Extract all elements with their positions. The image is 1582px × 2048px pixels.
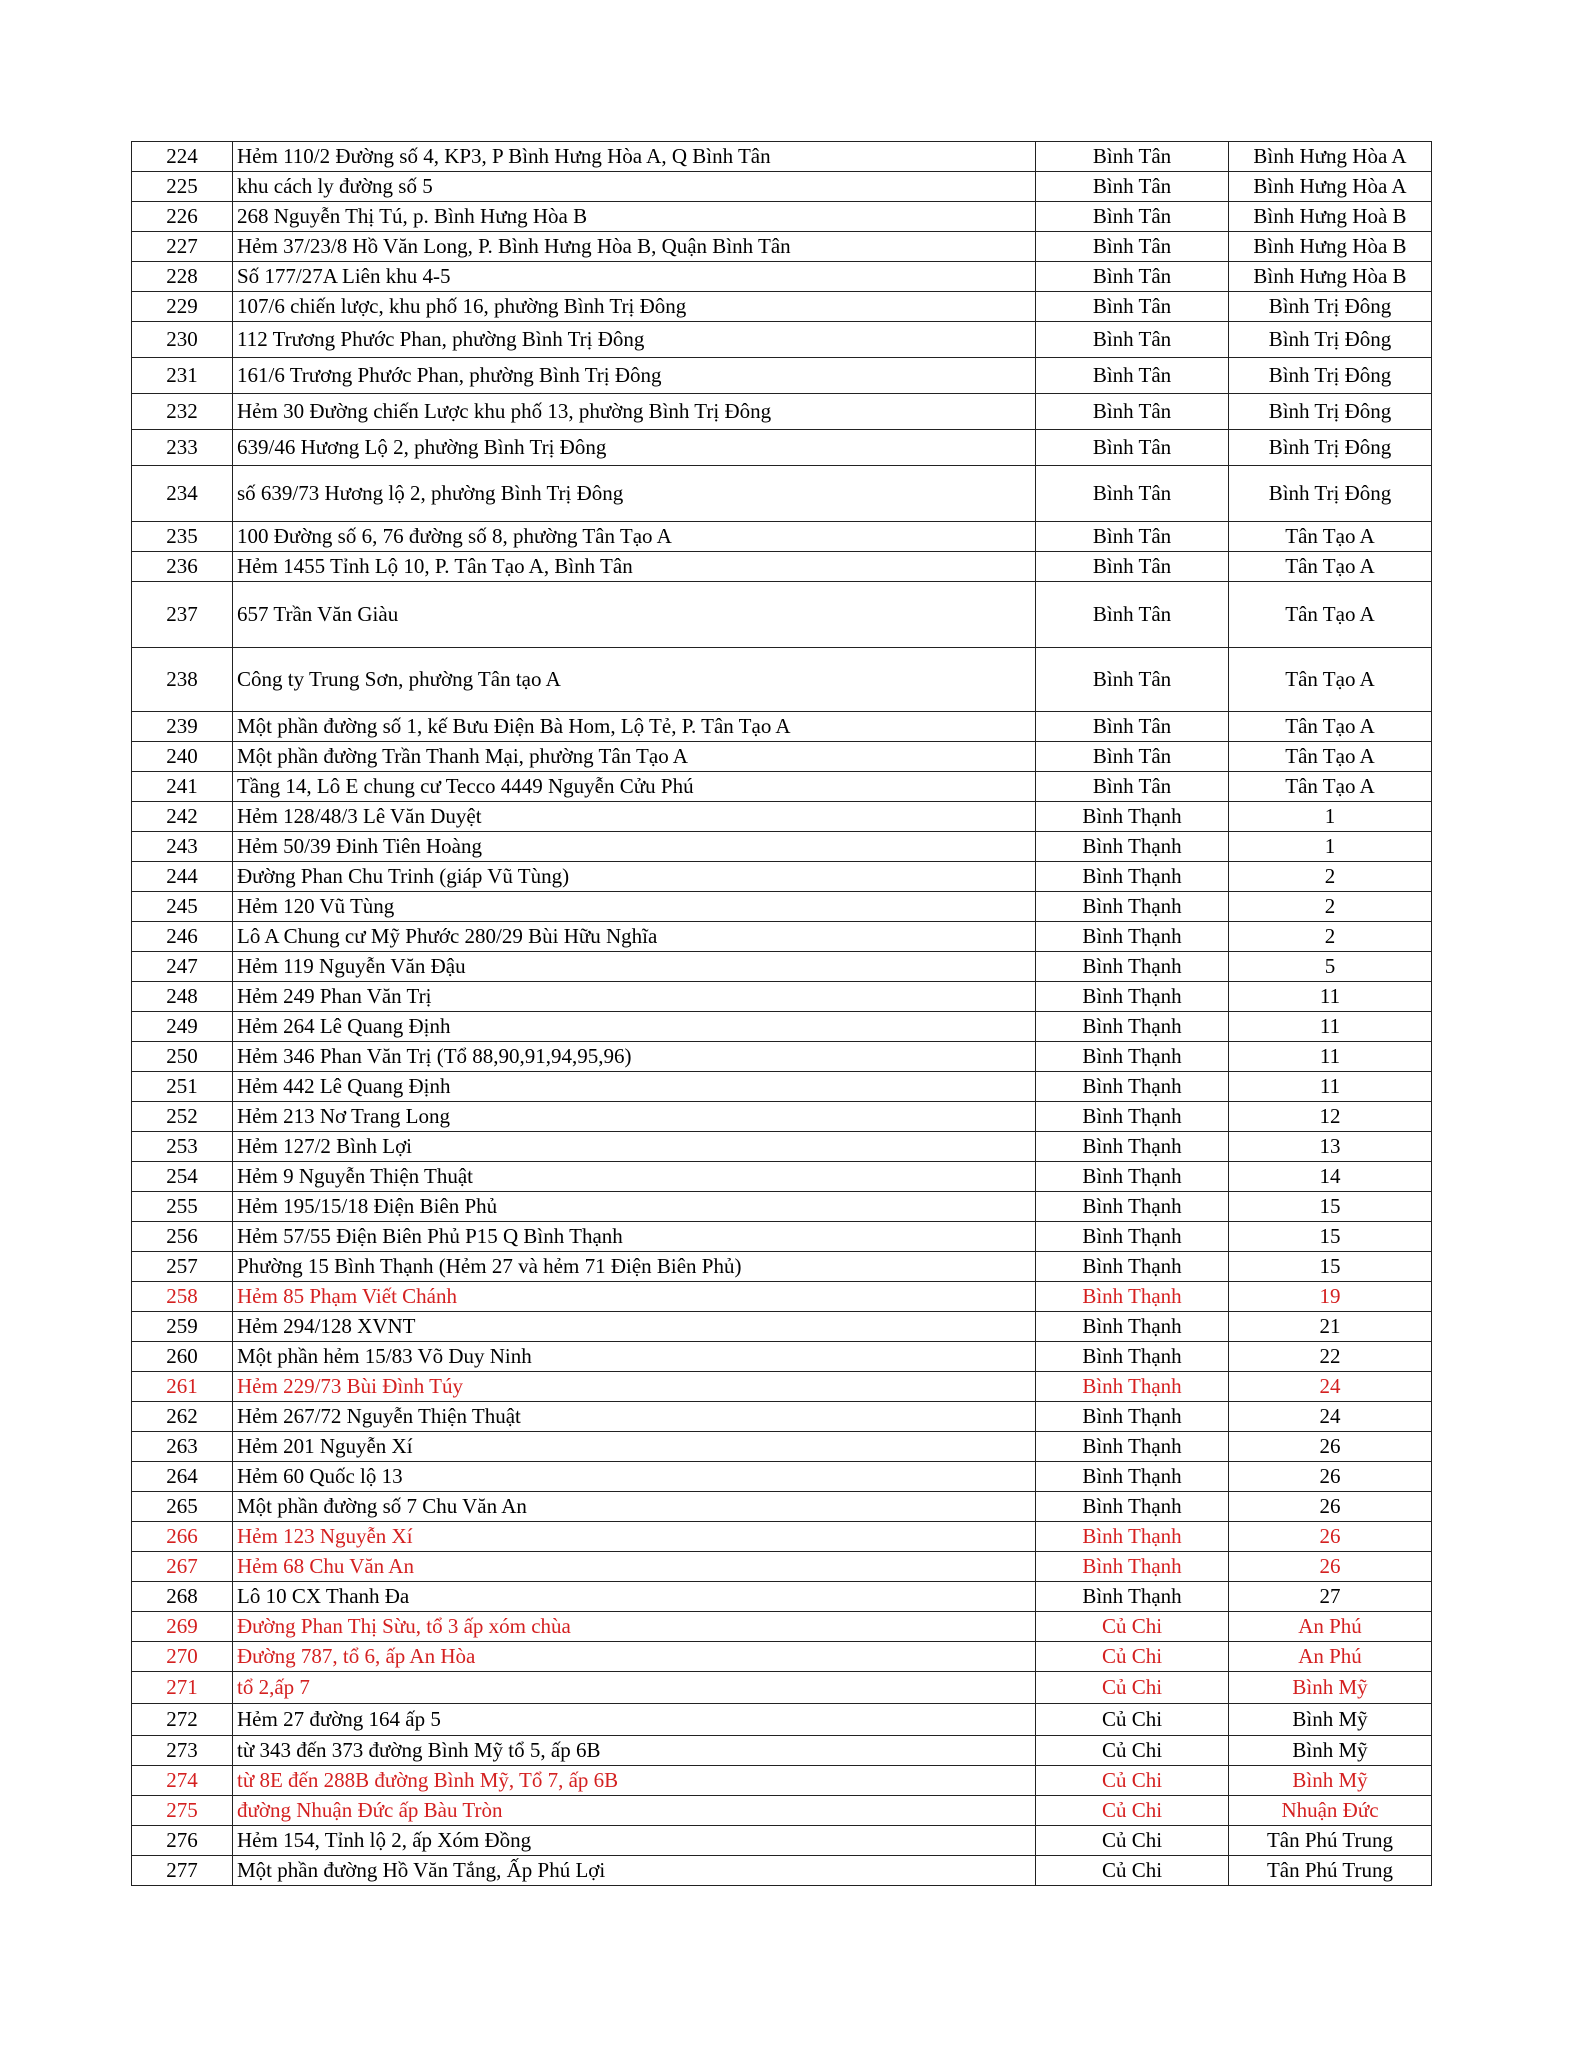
table-row — [132, 322, 1432, 358]
ward-cell: 19 — [1229, 1282, 1432, 1312]
address-cell: Hẻm 346 Phan Văn Trị (Tổ 88,90,91,94,95,96) — [233, 1042, 1036, 1072]
address-cell: Hẻm 128/48/3 Lê Văn Duyệt — [233, 802, 1036, 832]
address-cell: Đường 787, tổ 6, ấp An Hòa — [233, 1642, 1036, 1672]
row-number-cell: 269 — [132, 1612, 233, 1642]
ward-cell: Bình Hưng Hòa B — [1229, 232, 1432, 262]
table-row — [132, 1132, 1432, 1162]
row-number-cell: 254 — [132, 1162, 233, 1192]
ward-cell: Bình Mỹ — [1229, 1672, 1432, 1704]
ward-cell: Bình Mỹ — [1229, 1766, 1432, 1796]
row-number-cell: 242 — [132, 802, 233, 832]
row-number-cell: 263 — [132, 1432, 233, 1462]
address-cell: Một phần đường Trần Thanh Mại, phường Tân Tạo A — [233, 742, 1036, 772]
district-cell: Bình Tân — [1036, 262, 1229, 292]
row-number-cell: 264 — [132, 1462, 233, 1492]
row-number-cell: 276 — [132, 1826, 233, 1856]
district-cell: Bình Thạnh — [1036, 1432, 1229, 1462]
ward-cell: 11 — [1229, 1072, 1432, 1102]
district-cell: Bình Tân — [1036, 552, 1229, 582]
address-cell: Hẻm 229/73 Bùi Đình Túy — [233, 1372, 1036, 1402]
row-number-cell: 258 — [132, 1282, 233, 1312]
ward-cell: Tân Phú Trung — [1229, 1826, 1432, 1856]
row-number-cell: 229 — [132, 292, 233, 322]
address-cell: Hẻm 442 Lê Quang Định — [233, 1072, 1036, 1102]
ward-cell: 11 — [1229, 1042, 1432, 1072]
table-row — [132, 430, 1432, 466]
table-row — [132, 1612, 1432, 1642]
table-row — [132, 262, 1432, 292]
table-row — [132, 172, 1432, 202]
row-number-cell: 271 — [132, 1672, 233, 1704]
ward-cell: Bình Trị Đông — [1229, 292, 1432, 322]
table-row — [132, 358, 1432, 394]
address-cell: Hẻm 1455 Tỉnh Lộ 10, P. Tân Tạo A, Bình Tân — [233, 552, 1036, 582]
address-cell: Hẻm 60 Quốc lộ 13 — [233, 1462, 1036, 1492]
table-row — [132, 1192, 1432, 1222]
district-cell: Củ Chi — [1036, 1826, 1229, 1856]
row-number-cell: 255 — [132, 1192, 233, 1222]
district-cell: Bình Thạnh — [1036, 922, 1229, 952]
district-cell: Bình Tân — [1036, 772, 1229, 802]
address-cell: Lô A Chung cư Mỹ Phước 280/29 Bùi Hữu Nghĩa — [233, 922, 1036, 952]
district-cell: Bình Tân — [1036, 430, 1229, 466]
district-cell: Củ Chi — [1036, 1856, 1229, 1886]
address-cell: Hẻm 154, Tỉnh lộ 2, ấp Xóm Đồng — [233, 1826, 1036, 1856]
district-cell: Bình Thạnh — [1036, 1012, 1229, 1042]
district-cell: Bình Tân — [1036, 522, 1229, 552]
ward-cell: 2 — [1229, 922, 1432, 952]
ward-cell: An Phú — [1229, 1642, 1432, 1672]
ward-cell: Bình Mỹ — [1229, 1704, 1432, 1736]
row-number-cell: 225 — [132, 172, 233, 202]
ward-cell: 12 — [1229, 1102, 1432, 1132]
district-cell: Bình Thạnh — [1036, 1102, 1229, 1132]
address-cell: Số 177/27A Liên khu 4-5 — [233, 262, 1036, 292]
district-cell: Bình Tân — [1036, 142, 1229, 172]
row-number-cell: 251 — [132, 1072, 233, 1102]
district-cell: Bình Tân — [1036, 712, 1229, 742]
address-cell: Công ty Trung Sơn, phường Tân tạo A — [233, 648, 1036, 712]
address-cell: Hẻm 110/2 Đường số 4, KP3, P Bình Hưng Hòa A, Q Bình Tân — [233, 142, 1036, 172]
table-row — [132, 1736, 1432, 1766]
district-cell: Bình Thạnh — [1036, 1552, 1229, 1582]
ward-cell: Bình Trị Đông — [1229, 430, 1432, 466]
table-row — [132, 922, 1432, 952]
ward-cell: Bình Hưng Hòa A — [1229, 172, 1432, 202]
table-row — [132, 1826, 1432, 1856]
ward-cell: Tân Tạo A — [1229, 742, 1432, 772]
table-row — [132, 1342, 1432, 1372]
address-cell: Hẻm 213 Nơ Trang Long — [233, 1102, 1036, 1132]
table-row — [132, 466, 1432, 522]
district-cell: Bình Thạnh — [1036, 1342, 1229, 1372]
district-cell: Củ Chi — [1036, 1736, 1229, 1766]
district-cell: Bình Tân — [1036, 358, 1229, 394]
address-cell: 657 Trần Văn Giàu — [233, 582, 1036, 648]
address-cell: từ 343 đến 373 đường Bình Mỹ tổ 5, ấp 6B — [233, 1736, 1036, 1766]
table-row — [132, 1552, 1432, 1582]
row-number-cell: 234 — [132, 466, 233, 522]
table-row — [132, 1522, 1432, 1552]
ward-cell: Nhuận Đức — [1229, 1796, 1432, 1826]
district-cell: Bình Thạnh — [1036, 1522, 1229, 1552]
row-number-cell: 274 — [132, 1766, 233, 1796]
ward-cell: Bình Hưng Hoà B — [1229, 202, 1432, 232]
address-cell: Hẻm 50/39 Đinh Tiên Hoàng — [233, 832, 1036, 862]
ward-cell: 1 — [1229, 802, 1432, 832]
table-row — [132, 648, 1432, 712]
ward-cell: 13 — [1229, 1132, 1432, 1162]
address-cell: Hẻm 201 Nguyễn Xí — [233, 1432, 1036, 1462]
table-row — [132, 202, 1432, 232]
ward-cell: Bình Trị Đông — [1229, 358, 1432, 394]
district-cell: Bình Tân — [1036, 394, 1229, 430]
row-number-cell: 257 — [132, 1252, 233, 1282]
address-cell: Hẻm 57/55 Điện Biên Phủ P15 Q Bình Thạnh — [233, 1222, 1036, 1252]
address-cell: Hẻm 85 Phạm Viết Chánh — [233, 1282, 1036, 1312]
table-row — [132, 232, 1432, 262]
ward-cell: 21 — [1229, 1312, 1432, 1342]
table-row — [132, 1856, 1432, 1886]
row-number-cell: 241 — [132, 772, 233, 802]
row-number-cell: 267 — [132, 1552, 233, 1582]
table-row — [132, 522, 1432, 552]
ward-cell: 15 — [1229, 1252, 1432, 1282]
address-cell: Một phần đường Hồ Văn Tắng, Ấp Phú Lợi — [233, 1856, 1036, 1886]
address-cell: Phường 15 Bình Thạnh (Hẻm 27 và hẻm 71 Điện Biên Phủ) — [233, 1252, 1036, 1282]
district-cell: Củ Chi — [1036, 1642, 1229, 1672]
row-number-cell: 275 — [132, 1796, 233, 1826]
row-number-cell: 237 — [132, 582, 233, 648]
ward-cell: Bình Hưng Hòa B — [1229, 262, 1432, 292]
ward-cell: 15 — [1229, 1222, 1432, 1252]
address-cell: Hẻm 195/15/18 Điện Biên Phủ — [233, 1192, 1036, 1222]
ward-cell: 11 — [1229, 982, 1432, 1012]
district-cell: Bình Thạnh — [1036, 1042, 1229, 1072]
address-table-body — [132, 142, 1432, 1886]
row-number-cell: 228 — [132, 262, 233, 292]
row-number-cell: 262 — [132, 1402, 233, 1432]
row-number-cell: 273 — [132, 1736, 233, 1766]
district-cell: Bình Thạnh — [1036, 1252, 1229, 1282]
ward-cell: Tân Tạo A — [1229, 522, 1432, 552]
table-row — [132, 1012, 1432, 1042]
district-cell: Củ Chi — [1036, 1612, 1229, 1642]
ward-cell: Tân Phú Trung — [1229, 1856, 1432, 1886]
row-number-cell: 245 — [132, 892, 233, 922]
ward-cell: 5 — [1229, 952, 1432, 982]
address-cell: Hẻm 119 Nguyễn Văn Đậu — [233, 952, 1036, 982]
ward-cell: 14 — [1229, 1162, 1432, 1192]
table-row — [132, 1796, 1432, 1826]
ward-cell: An Phú — [1229, 1612, 1432, 1642]
row-number-cell: 226 — [132, 202, 233, 232]
ward-cell: Bình Mỹ — [1229, 1736, 1432, 1766]
district-cell: Bình Tân — [1036, 292, 1229, 322]
address-cell: 268 Nguyễn Thị Tú, p. Bình Hưng Hòa B — [233, 202, 1036, 232]
table-row — [132, 742, 1432, 772]
row-number-cell: 238 — [132, 648, 233, 712]
address-cell: Một phần hẻm 15/83 Võ Duy Ninh — [233, 1342, 1036, 1372]
row-number-cell: 259 — [132, 1312, 233, 1342]
row-number-cell: 265 — [132, 1492, 233, 1522]
table-row — [132, 802, 1432, 832]
row-number-cell: 250 — [132, 1042, 233, 1072]
district-cell: Củ Chi — [1036, 1704, 1229, 1736]
table-row — [132, 1072, 1432, 1102]
table-row — [132, 1102, 1432, 1132]
ward-cell: 24 — [1229, 1372, 1432, 1402]
row-number-cell: 232 — [132, 394, 233, 430]
district-cell: Bình Thạnh — [1036, 802, 1229, 832]
district-cell: Củ Chi — [1036, 1796, 1229, 1826]
table-row — [132, 1402, 1432, 1432]
district-cell: Bình Tân — [1036, 742, 1229, 772]
district-cell: Bình Thạnh — [1036, 832, 1229, 862]
district-cell: Bình Tân — [1036, 202, 1229, 232]
table-row — [132, 1222, 1432, 1252]
row-number-cell: 248 — [132, 982, 233, 1012]
address-cell: đường Nhuận Đức ấp Bàu Tròn — [233, 1796, 1036, 1826]
row-number-cell: 227 — [132, 232, 233, 262]
row-number-cell: 230 — [132, 322, 233, 358]
address-cell: Đường Phan Chu Trinh (giáp Vũ Tùng) — [233, 862, 1036, 892]
row-number-cell: 268 — [132, 1582, 233, 1612]
address-cell: 112 Trương Phước Phan, phường Bình Trị Đông — [233, 322, 1036, 358]
row-number-cell: 266 — [132, 1522, 233, 1552]
address-cell: 100 Đường số 6, 76 đường số 8, phường Tân Tạo A — [233, 522, 1036, 552]
row-number-cell: 243 — [132, 832, 233, 862]
ward-cell: 26 — [1229, 1492, 1432, 1522]
table-row — [132, 892, 1432, 922]
table-row — [132, 1372, 1432, 1402]
district-cell: Bình Thạnh — [1036, 1132, 1229, 1162]
address-cell: Hẻm 27 đường 164 ấp 5 — [233, 1704, 1036, 1736]
table-row — [132, 1642, 1432, 1672]
table-row — [132, 1312, 1432, 1342]
address-cell: Hẻm 30 Đường chiến Lược khu phố 13, phường Bình Trị Đông — [233, 394, 1036, 430]
table-row — [132, 1162, 1432, 1192]
address-cell: Lô 10 CX Thanh Đa — [233, 1582, 1036, 1612]
district-cell: Bình Thạnh — [1036, 952, 1229, 982]
district-cell: Bình Tân — [1036, 466, 1229, 522]
address-cell: Hẻm 127/2 Bình Lợi — [233, 1132, 1036, 1162]
address-cell: Một phần đường số 1, kế Bưu Điện Bà Hom, Lộ Tẻ, P. Tân Tạo A — [233, 712, 1036, 742]
ward-cell: 2 — [1229, 892, 1432, 922]
table-row — [132, 1252, 1432, 1282]
district-cell: Bình Thạnh — [1036, 982, 1229, 1012]
address-cell: từ 8E đến 288B đường Bình Mỹ, Tổ 7, ấp 6B — [233, 1766, 1036, 1796]
row-number-cell: 261 — [132, 1372, 233, 1402]
address-cell: Tầng 14, Lô E chung cư Tecco 4449 Nguyễn Cửu Phú — [233, 772, 1036, 802]
address-cell: Hẻm 267/72 Nguyễn Thiện Thuật — [233, 1402, 1036, 1432]
table-row — [132, 982, 1432, 1012]
district-cell: Bình Thạnh — [1036, 1162, 1229, 1192]
ward-cell: Bình Trị Đông — [1229, 466, 1432, 522]
district-cell: Bình Tân — [1036, 232, 1229, 262]
ward-cell: Tân Tạo A — [1229, 648, 1432, 712]
ward-cell: 1 — [1229, 832, 1432, 862]
table-row — [132, 292, 1432, 322]
address-cell: Hẻm 294/128 XVNT — [233, 1312, 1036, 1342]
district-cell: Củ Chi — [1036, 1672, 1229, 1704]
ward-cell: Bình Hưng Hòa A — [1229, 142, 1432, 172]
address-cell: tổ 2,ấp 7 — [233, 1672, 1036, 1704]
table-row — [132, 142, 1432, 172]
district-cell: Bình Thạnh — [1036, 892, 1229, 922]
district-cell: Bình Thạnh — [1036, 1372, 1229, 1402]
address-cell: khu cách ly đường số 5 — [233, 172, 1036, 202]
ward-cell: Tân Tạo A — [1229, 552, 1432, 582]
row-number-cell: 256 — [132, 1222, 233, 1252]
table-row — [132, 582, 1432, 648]
address-cell: Hẻm 9 Nguyễn Thiện Thuật — [233, 1162, 1036, 1192]
row-number-cell: 244 — [132, 862, 233, 892]
address-table — [131, 141, 1432, 1886]
row-number-cell: 246 — [132, 922, 233, 952]
district-cell: Bình Thạnh — [1036, 1312, 1229, 1342]
table-row — [132, 394, 1432, 430]
district-cell: Bình Thạnh — [1036, 1192, 1229, 1222]
row-number-cell: 231 — [132, 358, 233, 394]
address-cell: 639/46 Hương Lộ 2, phường Bình Trị Đông — [233, 430, 1036, 466]
address-cell: Hẻm 264 Lê Quang Định — [233, 1012, 1036, 1042]
ward-cell: 26 — [1229, 1552, 1432, 1582]
district-cell: Bình Thạnh — [1036, 1462, 1229, 1492]
district-cell: Bình Tân — [1036, 648, 1229, 712]
table-row — [132, 1766, 1432, 1796]
district-cell: Bình Thạnh — [1036, 1222, 1229, 1252]
ward-cell: 22 — [1229, 1342, 1432, 1372]
table-row — [132, 712, 1432, 742]
ward-cell: Tân Tạo A — [1229, 772, 1432, 802]
address-cell: Hẻm 249 Phan Văn Trị — [233, 982, 1036, 1012]
ward-cell: 26 — [1229, 1522, 1432, 1552]
address-cell: Hẻm 37/23/8 Hồ Văn Long, P. Bình Hưng Hòa B, Quận Bình Tân — [233, 232, 1036, 262]
ward-cell: 11 — [1229, 1012, 1432, 1042]
row-number-cell: 272 — [132, 1704, 233, 1736]
table-row — [132, 772, 1432, 802]
table-row — [132, 1432, 1432, 1462]
address-cell: 107/6 chiến lược, khu phố 16, phường Bình Trị Đông — [233, 292, 1036, 322]
ward-cell: 24 — [1229, 1402, 1432, 1432]
table-row — [132, 1462, 1432, 1492]
row-number-cell: 239 — [132, 712, 233, 742]
ward-cell: 27 — [1229, 1582, 1432, 1612]
row-number-cell: 236 — [132, 552, 233, 582]
district-cell: Bình Thạnh — [1036, 1582, 1229, 1612]
ward-cell: 26 — [1229, 1432, 1432, 1462]
district-cell: Củ Chi — [1036, 1766, 1229, 1796]
row-number-cell: 252 — [132, 1102, 233, 1132]
ward-cell: Tân Tạo A — [1229, 582, 1432, 648]
ward-cell: 26 — [1229, 1462, 1432, 1492]
district-cell: Bình Thạnh — [1036, 1402, 1229, 1432]
ward-cell: Tân Tạo A — [1229, 712, 1432, 742]
address-cell: Hẻm 123 Nguyễn Xí — [233, 1522, 1036, 1552]
table-row — [132, 1042, 1432, 1072]
row-number-cell: 240 — [132, 742, 233, 772]
table-row — [132, 1492, 1432, 1522]
table-row — [132, 1582, 1432, 1612]
district-cell: Bình Tân — [1036, 322, 1229, 358]
row-number-cell: 277 — [132, 1856, 233, 1886]
row-number-cell: 224 — [132, 142, 233, 172]
row-number-cell: 260 — [132, 1342, 233, 1372]
address-cell: Hẻm 68 Chu Văn An — [233, 1552, 1036, 1582]
row-number-cell: 233 — [132, 430, 233, 466]
table-row — [132, 832, 1432, 862]
address-cell: Đường Phan Thị Sừu, tổ 3 ấp xóm chùa — [233, 1612, 1036, 1642]
row-number-cell: 235 — [132, 522, 233, 552]
ward-cell: 2 — [1229, 862, 1432, 892]
district-cell: Bình Thạnh — [1036, 1282, 1229, 1312]
district-cell: Bình Tân — [1036, 582, 1229, 648]
row-number-cell: 270 — [132, 1642, 233, 1672]
district-cell: Bình Thạnh — [1036, 862, 1229, 892]
table-row — [132, 1282, 1432, 1312]
ward-cell: Bình Trị Đông — [1229, 394, 1432, 430]
district-cell: Bình Thạnh — [1036, 1492, 1229, 1522]
address-cell: số 639/73 Hương lộ 2, phường Bình Trị Đông — [233, 466, 1036, 522]
table-row — [132, 552, 1432, 582]
table-row — [132, 1704, 1432, 1736]
table-row — [132, 952, 1432, 982]
row-number-cell: 249 — [132, 1012, 233, 1042]
row-number-cell: 253 — [132, 1132, 233, 1162]
district-cell: Bình Thạnh — [1036, 1072, 1229, 1102]
address-cell: Một phần đường số 7 Chu Văn An — [233, 1492, 1036, 1522]
ward-cell: 15 — [1229, 1192, 1432, 1222]
table-row — [132, 1672, 1432, 1704]
address-cell: Hẻm 120 Vũ Tùng — [233, 892, 1036, 922]
district-cell: Bình Tân — [1036, 172, 1229, 202]
row-number-cell: 247 — [132, 952, 233, 982]
address-cell: 161/6 Trương Phước Phan, phường Bình Trị Đông — [233, 358, 1036, 394]
table-row — [132, 862, 1432, 892]
ward-cell: Bình Trị Đông — [1229, 322, 1432, 358]
